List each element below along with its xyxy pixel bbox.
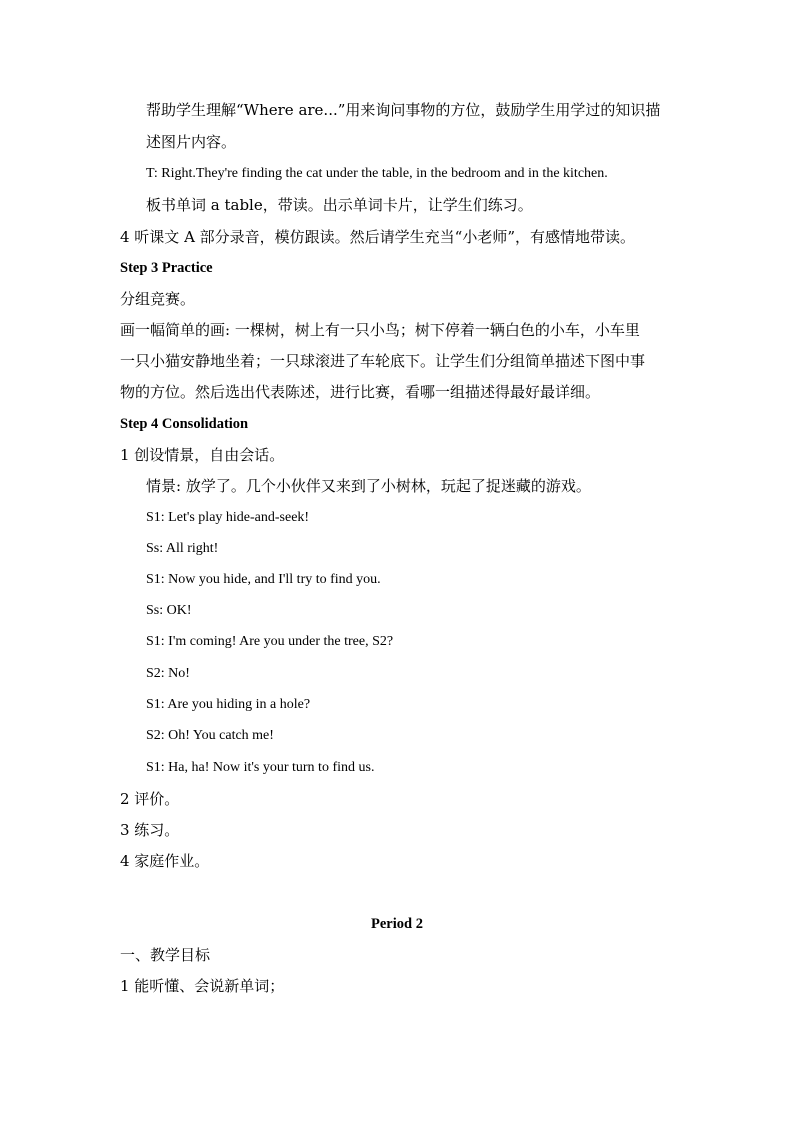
section-heading: Step 3 Practice xyxy=(120,260,213,276)
paragraph-line: 2 评价。 xyxy=(120,790,180,808)
dialogue-line: S2: Oh! You catch me! xyxy=(146,728,274,743)
section-heading: Step 4 Consolidation xyxy=(120,416,249,432)
paragraph-line: 一、教学目标 xyxy=(120,946,211,964)
paragraph-line: 物的方位。然后选出代表陈述，进行比赛，看哪一组描述得最好最详细。 xyxy=(120,383,601,401)
paragraph-line: 1 创设情景，自由会话。 xyxy=(120,446,285,464)
teacher-line: T: Right.They're finding the cat under the table, in the bedroom and in the kitchen. xyxy=(146,166,608,181)
dialogue-line: S1: I'm coming! Are you under the tree, S2? xyxy=(146,634,394,649)
paragraph-line: 画一幅简单的画: 一棵树，树上有一只小鸟；树下停着一辆白色的小车，小车里 xyxy=(120,321,640,339)
dialogue-line: S1: Now you hide, and I'll try to find you. xyxy=(146,572,381,587)
dialogue-line: S1: Ha, ha! Now it's your turn to find us. xyxy=(146,760,375,775)
paragraph-line: 4 家庭作业。 xyxy=(120,852,210,870)
paragraph-line: 1 能听懂、会说新单词； xyxy=(120,977,285,995)
period-heading: Period 2 xyxy=(371,916,423,932)
paragraph-line: 述图片内容。 xyxy=(146,133,237,151)
paragraph-line: 帮助学生理解“Where are...”用来询问事物的方位，鼓励学生用学过的知识描 xyxy=(146,101,661,119)
dialogue-line: S1: Let's play hide-and-seek! xyxy=(146,510,310,525)
dialogue-line: S2: No! xyxy=(146,666,190,681)
paragraph-line: 板书单词 a table，带读。出示单词卡片，让学生们练习。 xyxy=(146,196,533,214)
dialogue-line: Ss: OK! xyxy=(146,603,192,618)
paragraph-line: 4 听课文 A 部分录音，模仿跟读。然后请学生充当“小老师”，有感情地带读。 xyxy=(120,228,636,246)
dialogue-line: S1: Are you hiding in a hole? xyxy=(146,697,311,712)
paragraph-line: 分组竞赛。 xyxy=(120,290,196,308)
dialogue-line: Ss: All right! xyxy=(146,541,219,556)
paragraph-line: 情景: 放学了。几个小伙伴又来到了小树林，玩起了捉迷藏的游戏。 xyxy=(146,477,591,495)
paragraph-line: 3 练习。 xyxy=(120,821,180,839)
paragraph-line: 一只小猫安静地坐着；一只球滚进了车轮底下。让学生们分组简单描述下图中事 xyxy=(120,352,646,370)
